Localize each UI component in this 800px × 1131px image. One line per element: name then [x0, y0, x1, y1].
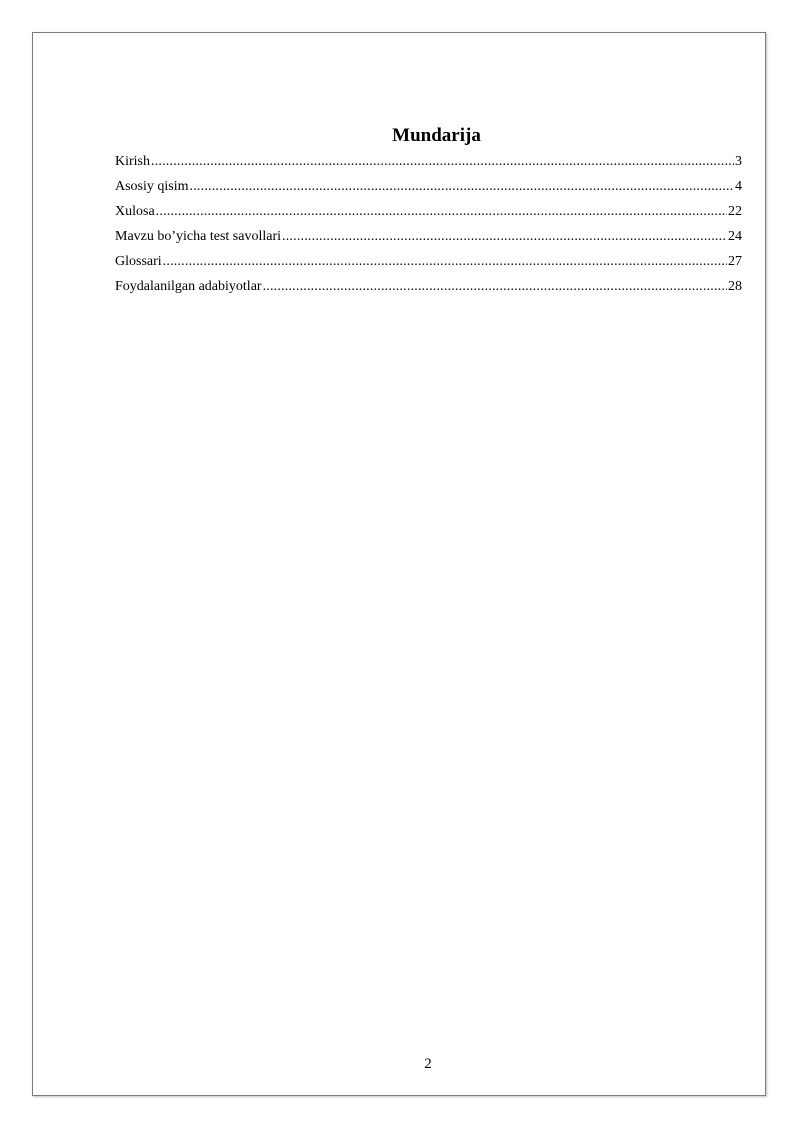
toc-dot-leader	[190, 174, 734, 199]
toc-entry-page: 27	[728, 254, 742, 269]
toc-entry-page: 28	[728, 279, 742, 294]
toc-entry-label: Foydalanilgan adabiyotlar	[115, 279, 262, 294]
page-number: 2	[424, 1056, 432, 1072]
table-of-contents	[115, 124, 742, 299]
toc-entry-xulosa[interactable]	[115, 199, 742, 224]
toc-dot-leader	[263, 274, 727, 299]
toc-entry-label: Asosiy qisim	[115, 179, 189, 194]
toc-dot-leader	[163, 249, 727, 274]
toc-entry-asosiy-qisim[interactable]	[115, 174, 742, 199]
toc-entry-label: Glossari	[115, 254, 162, 269]
toc-title: Mundarija	[392, 125, 481, 146]
toc-entry-adabiyotlar[interactable]	[115, 274, 742, 299]
toc-entry-label: Mavzu bo’yicha test savollari	[115, 229, 282, 244]
toc-list	[115, 149, 742, 299]
toc-entry-kirish[interactable]	[115, 149, 742, 174]
toc-entry-label: Kirish	[115, 154, 150, 169]
toc-entry-page: 22	[728, 204, 742, 219]
toc-entry-page: 24	[728, 229, 742, 244]
toc-dot-leader	[282, 224, 727, 249]
toc-entry-page: 3	[735, 154, 742, 169]
toc-dot-leader	[156, 199, 727, 224]
toc-entry-test-savollari[interactable]	[115, 224, 742, 249]
toc-dot-leader	[151, 149, 734, 174]
toc-entry-label: Xulosa	[115, 204, 155, 219]
toc-entry-page: 4	[735, 179, 742, 194]
toc-entry-glossari[interactable]	[115, 249, 742, 274]
